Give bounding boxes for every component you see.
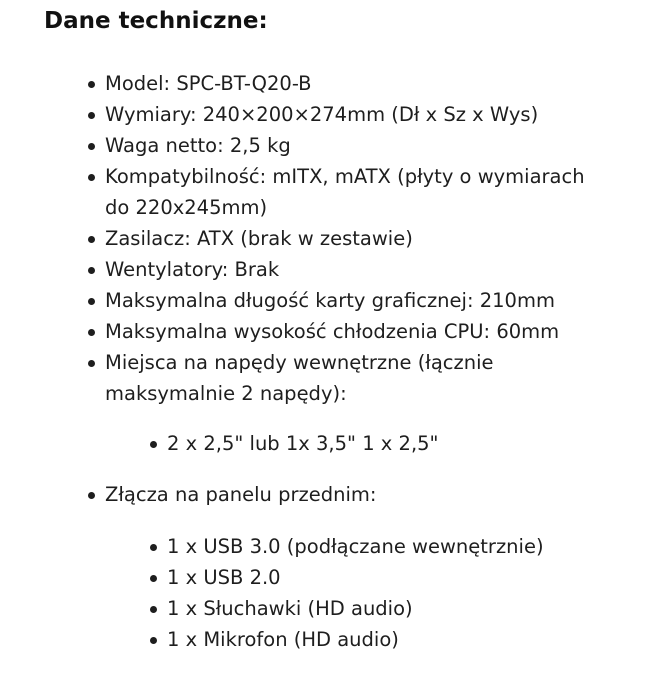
list-item: 2 x 2,5" lub 1x 3,5" 1 x 2,5" bbox=[167, 428, 610, 459]
list-item-label: Złącza na panelu przednim: bbox=[105, 483, 377, 506]
list-item: 1 x USB 2.0 bbox=[167, 562, 610, 593]
list-item-label: Miejsca na napędy wewnętrzne (łącznie maksymalnie 2 napędy): bbox=[105, 351, 494, 405]
list-item: Maksymalna wysokość chłodzenia CPU: 60mm bbox=[105, 316, 610, 347]
list-item: Model: SPC-BT-Q20-B bbox=[105, 68, 610, 99]
list-item: 1 x USB 3.0 (podłączane wewnętrznie) bbox=[167, 531, 610, 562]
spec-list bbox=[105, 68, 610, 655]
list-item: Maksymalna długość karty graficznej: 210mm bbox=[105, 285, 610, 316]
list-item: Zasilacz: ATX (brak w zestawie) bbox=[105, 223, 610, 254]
list-item: 1 x Mikrofon (HD audio) bbox=[167, 624, 610, 655]
list-item: Wymiary: 240×200×274mm (Dł x Sz x Wys) bbox=[105, 99, 610, 130]
list-item bbox=[105, 479, 610, 655]
list-item bbox=[105, 347, 610, 459]
list-item: Wentylatory: Brak bbox=[105, 254, 610, 285]
list-item: Waga netto: 2,5 kg bbox=[105, 130, 610, 161]
list-item: Kompatybilność: mITX, mATX (płyty o wymiarach do 220x245mm) bbox=[105, 161, 610, 223]
section-title: Dane techniczne: bbox=[44, 8, 268, 34]
connectors-list bbox=[167, 531, 610, 655]
drives-list bbox=[167, 428, 610, 459]
list-item: 1 x Słuchawki (HD audio) bbox=[167, 593, 610, 624]
